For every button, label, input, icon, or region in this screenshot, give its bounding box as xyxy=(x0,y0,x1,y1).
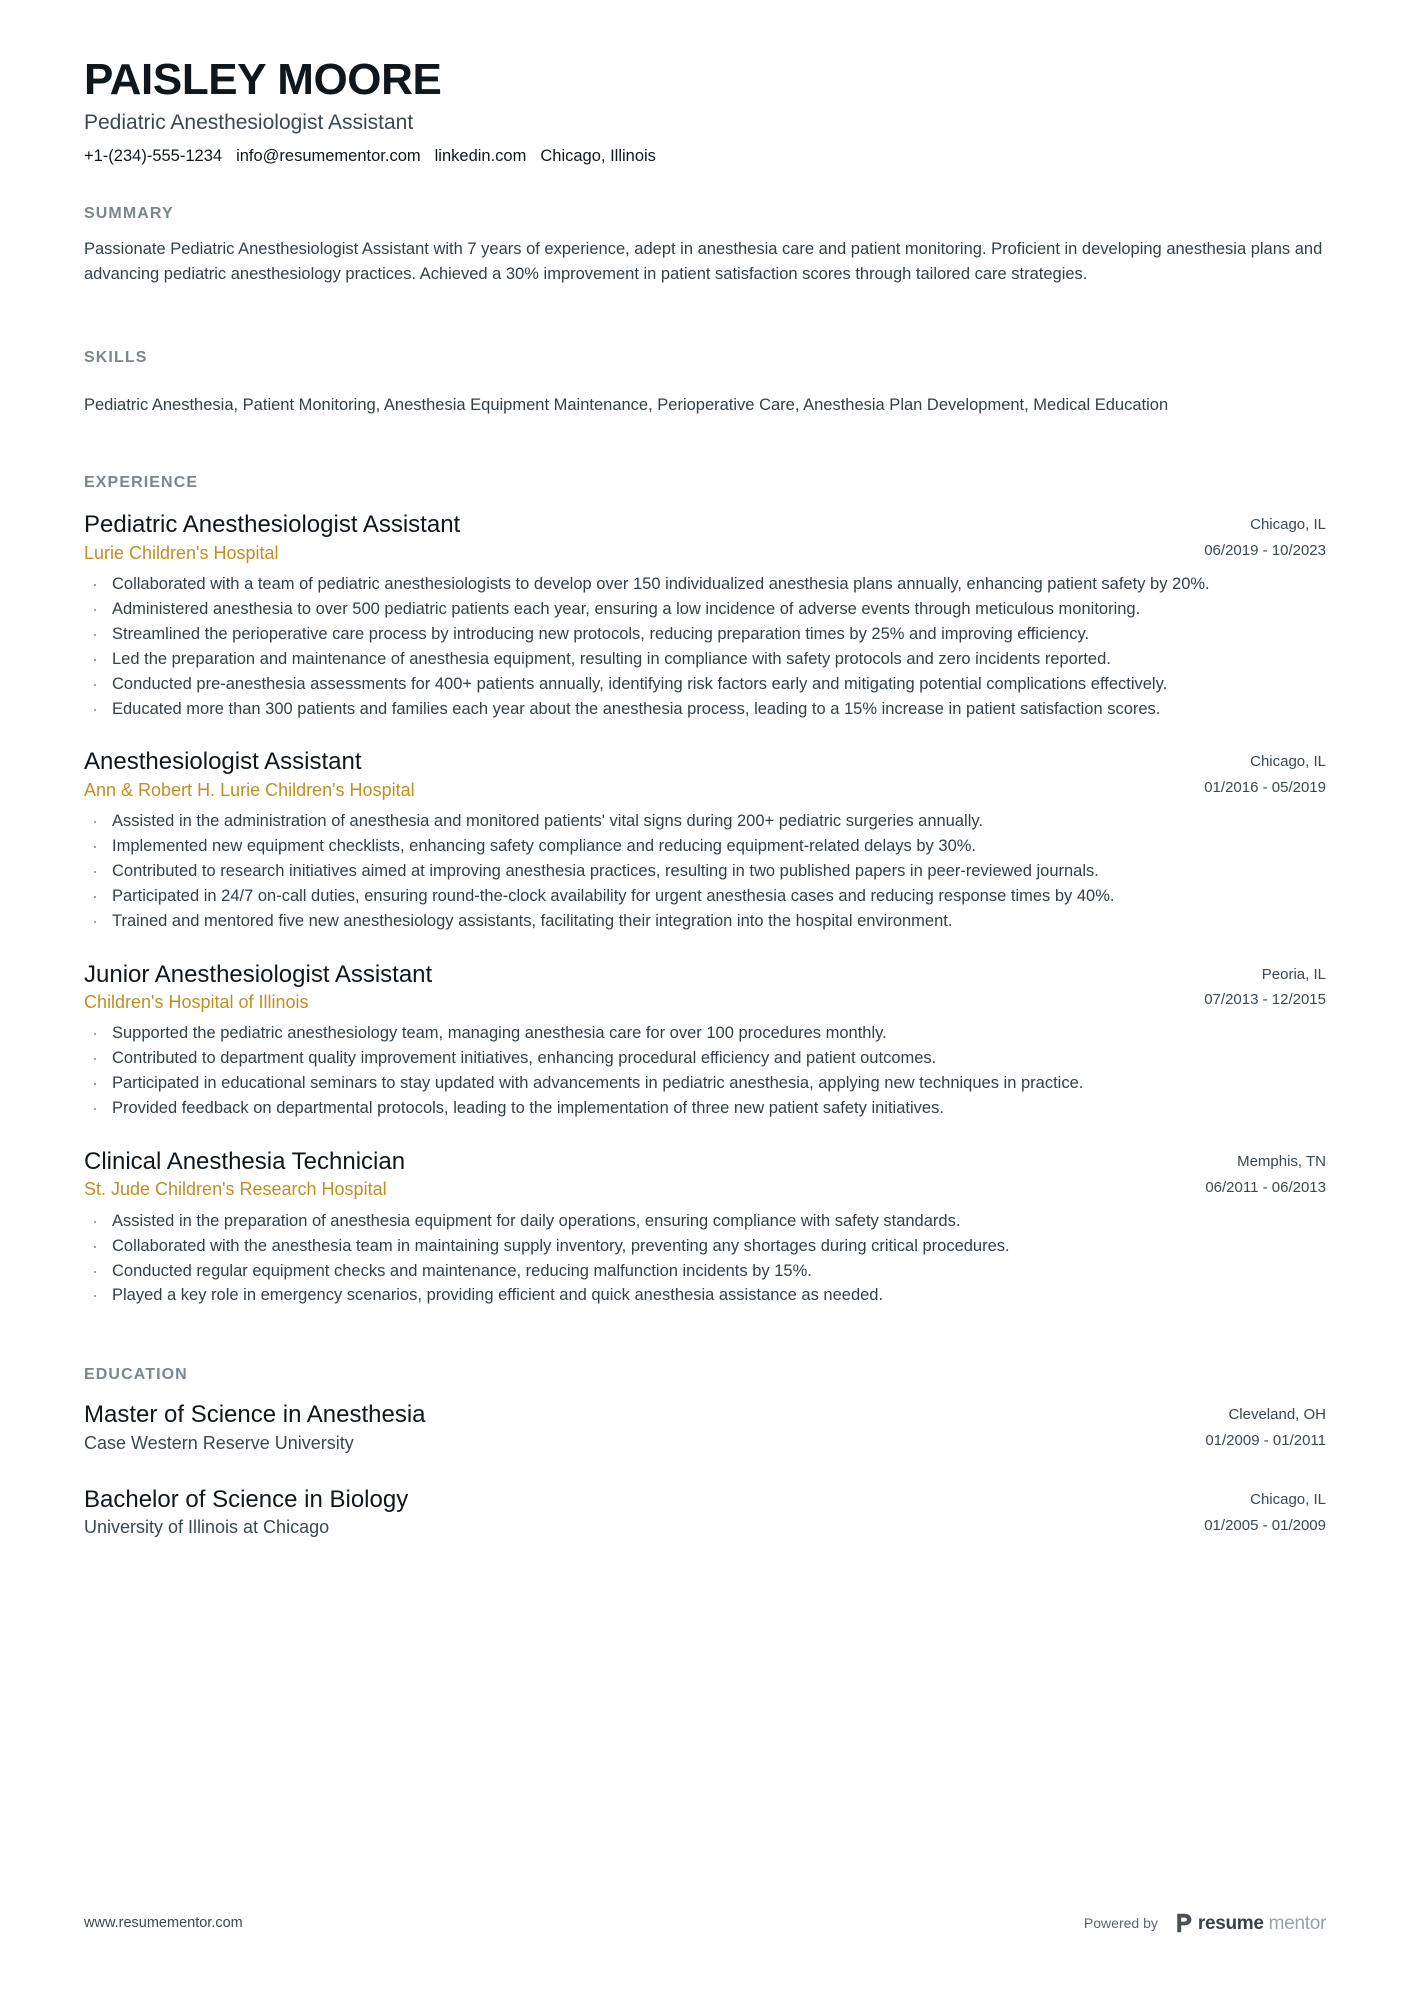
contact-line xyxy=(84,146,1326,167)
resumementor-mark-icon xyxy=(1176,1913,1193,1933)
employer-name: Lurie Children's Hospital xyxy=(84,542,279,563)
school-location: Cleveland, OH xyxy=(1228,1406,1326,1424)
job-bullets xyxy=(84,1210,1326,1309)
job-dates: 07/2013 - 12/2015 xyxy=(1204,991,1326,1009)
job-location: Chicago, IL xyxy=(1250,516,1326,534)
employer-name: St. Jude Children's Research Hospital xyxy=(84,1179,387,1200)
brand-text-primary: resume xyxy=(1197,1912,1264,1934)
job-bullet: · Assisted in the preparation of anesthesia equipment for daily operations, ensuring compliance with safety standards. xyxy=(84,1210,1326,1234)
resume-footer xyxy=(84,1913,1326,1933)
experience-entry-left xyxy=(84,1147,1205,1202)
experience-entry-left xyxy=(84,510,1204,565)
experience-entry-meta xyxy=(1205,1147,1326,1199)
job-bullet: · Provided feedback on departmental protocols, leading to the implementation of three new patient safety initiatives. xyxy=(84,1097,1326,1121)
school-dates: 01/2009 - 01/2011 xyxy=(1205,1432,1326,1450)
employer-name: Children's Hospital of Illinois xyxy=(84,991,309,1012)
section-title-education: EDUCATION xyxy=(84,1366,188,1384)
section-experience xyxy=(84,474,1326,1308)
resumementor-logo xyxy=(1176,1913,1326,1933)
job-bullets xyxy=(84,573,1326,722)
footer-website-url[interactable]: www.resumementor.com xyxy=(84,1915,243,1931)
job-bullet: · Implemented new equipment checklists, enhancing safety compliance and reducing equipment-related delays by 30%. xyxy=(84,835,1326,859)
experience-entry-left xyxy=(84,960,1204,1015)
experience-entry xyxy=(84,1147,1326,1308)
skills-text: Pediatric Anesthesia, Patient Monitoring, Anesthesia Equipment Maintenance, Perioperative Care, Anesthesia Plan Development, Medical Education xyxy=(84,395,1169,414)
brand-text-secondary: mentor xyxy=(1268,1912,1326,1934)
experience-entry-meta xyxy=(1204,747,1326,799)
job-location: Chicago, IL xyxy=(1250,753,1326,771)
employer-name: Ann & Robert H. Lurie Children's Hospital xyxy=(84,779,415,800)
degree-title: Master of Science in Anesthesia xyxy=(84,1401,426,1429)
school-name: Case Western Reserve University xyxy=(84,1432,354,1453)
section-summary xyxy=(84,205,1326,287)
education-entry-head xyxy=(84,1400,1326,1455)
section-title-experience: EXPERIENCE xyxy=(84,474,199,492)
job-location: Peoria, IL xyxy=(1261,965,1326,983)
candidate-headline: Pediatric Anesthesiologist Assistant xyxy=(84,110,414,134)
job-title: Anesthesiologist Assistant xyxy=(84,748,362,776)
contact-phone: +1-(234)-555-1234 xyxy=(84,146,223,165)
experience-entry-meta xyxy=(1204,960,1326,1012)
job-bullet: · Supported the pediatric anesthesiology team, managing anesthesia care for over 100 procedures monthly. xyxy=(84,1022,1326,1046)
job-dates: 06/2019 - 10/2023 xyxy=(1204,542,1326,560)
job-title: Junior Anesthesiologist Assistant xyxy=(84,960,433,988)
contact-email[interactable]: info@resumementor.com xyxy=(236,146,421,165)
job-bullet: · Educated more than 300 patients and families each year about the anesthesia process, leading to a 15% increase in patient satisfaction scores. xyxy=(84,698,1326,722)
job-bullet: · Collaborated with a team of pediatric anesthesiologists to develop over 150 individualized anesthesia plans annually, enhancing patient safety by 20%. xyxy=(84,573,1326,597)
education-entry-meta xyxy=(1204,1485,1326,1537)
job-dates: 01/2016 - 05/2019 xyxy=(1204,779,1326,797)
education-entry xyxy=(84,1485,1326,1540)
experience-entry-head xyxy=(84,960,1326,1015)
school-dates: 01/2005 - 01/2009 xyxy=(1204,1516,1326,1534)
experience-entry-head xyxy=(84,510,1326,565)
job-bullet: · Administered anesthesia to over 500 pediatric patients each year, ensuring a low incidence of adverse events through meticulous monitoring. xyxy=(84,598,1326,622)
summary-text: Passionate Pediatric Anesthesiologist Assistant with 7 years of experience, adept in anesthesia care and patient monitoring. Proficient in developing anesthesia plans and advancing pediatric anesthesiology practices. Achieved a 30% improvement in patient satisfaction scores through tailored care strategies. xyxy=(84,240,1323,283)
experience-entry-left xyxy=(84,747,1204,802)
job-bullet: · Conducted pre-anesthesia assessments for 400+ patients annually, identifying risk factors early and mitigating potential complications effectively. xyxy=(84,673,1326,697)
section-title-skills: SKILLS xyxy=(84,348,148,366)
job-bullet: · Played a key role in emergency scenarios, providing efficient and quick anesthesia assistance as needed. xyxy=(84,1284,1326,1308)
job-bullet: · Participated in educational seminars to stay updated with advancements in pediatric anesthesia, applying new techniques in practice. xyxy=(84,1072,1326,1096)
section-education xyxy=(84,1366,1326,1539)
experience-entry-head xyxy=(84,747,1326,802)
candidate-name: PAISLEY MOORE xyxy=(84,55,442,104)
powered-by-label: Powered by xyxy=(1083,1915,1158,1931)
experience-entry xyxy=(84,960,1326,1121)
footer-branding xyxy=(1084,1913,1326,1933)
job-bullet: · Conducted regular equipment checks and maintenance, reducing malfunction incidents by 15%. xyxy=(84,1260,1326,1284)
school-location: Chicago, IL xyxy=(1250,1491,1326,1509)
job-bullet: · Participated in 24/7 on-call duties, ensuring round-the-clock availability for urgent anesthesia cases and reducing response times by 40%. xyxy=(84,885,1326,909)
education-entry-left xyxy=(84,1400,1205,1455)
job-bullet: · Collaborated with the anesthesia team in maintaining supply inventory, preventing any shortages during critical procedures. xyxy=(84,1235,1326,1259)
job-bullet: · Trained and mentored five new anesthesiology assistants, facilitating their integration into the hospital environment. xyxy=(84,910,1326,934)
job-bullets xyxy=(84,1022,1326,1121)
contact-location: Chicago, Illinois xyxy=(540,146,656,165)
education-entry-meta xyxy=(1205,1400,1326,1452)
education-entry xyxy=(84,1400,1326,1455)
education-entry-head xyxy=(84,1485,1326,1540)
job-title: Pediatric Anesthesiologist Assistant xyxy=(84,511,461,539)
job-location: Memphis, TN xyxy=(1237,1153,1326,1171)
degree-title: Bachelor of Science in Biology xyxy=(84,1486,409,1514)
job-title: Clinical Anesthesia Technician xyxy=(84,1148,406,1176)
experience-entry xyxy=(84,747,1326,933)
job-bullet: · Led the preparation and maintenance of anesthesia equipment, resulting in compliance with safety protocols and zero incidents reported. xyxy=(84,648,1326,672)
job-bullet: · Contributed to department quality improvement initiatives, enhancing procedural efficiency and patient outcomes. xyxy=(84,1047,1326,1071)
section-skills xyxy=(84,349,1326,419)
job-bullet: · Assisted in the administration of anesthesia and monitored patients' vital signs during 200+ pediatric surgeries annually. xyxy=(84,810,1326,834)
education-entry-left xyxy=(84,1485,1204,1540)
contact-linkedin[interactable]: linkedin.com xyxy=(434,146,527,165)
school-name: University of Illinois at Chicago xyxy=(84,1517,330,1538)
job-bullet: · Contributed to research initiatives aimed at improving anesthesia practices, resulting in two published papers in peer-reviewed journals. xyxy=(84,860,1326,884)
experience-entry-meta xyxy=(1204,510,1326,562)
experience-entry xyxy=(84,510,1326,721)
experience-entry-head xyxy=(84,1147,1326,1202)
job-bullets xyxy=(84,810,1326,934)
job-bullet: · Streamlined the perioperative care process by introducing new protocols, reducing preparation times by 25% and improving efficiency. xyxy=(84,623,1326,647)
resume-header xyxy=(84,56,1326,167)
section-title-summary: SUMMARY xyxy=(84,205,174,223)
job-dates: 06/2011 - 06/2013 xyxy=(1205,1178,1326,1196)
